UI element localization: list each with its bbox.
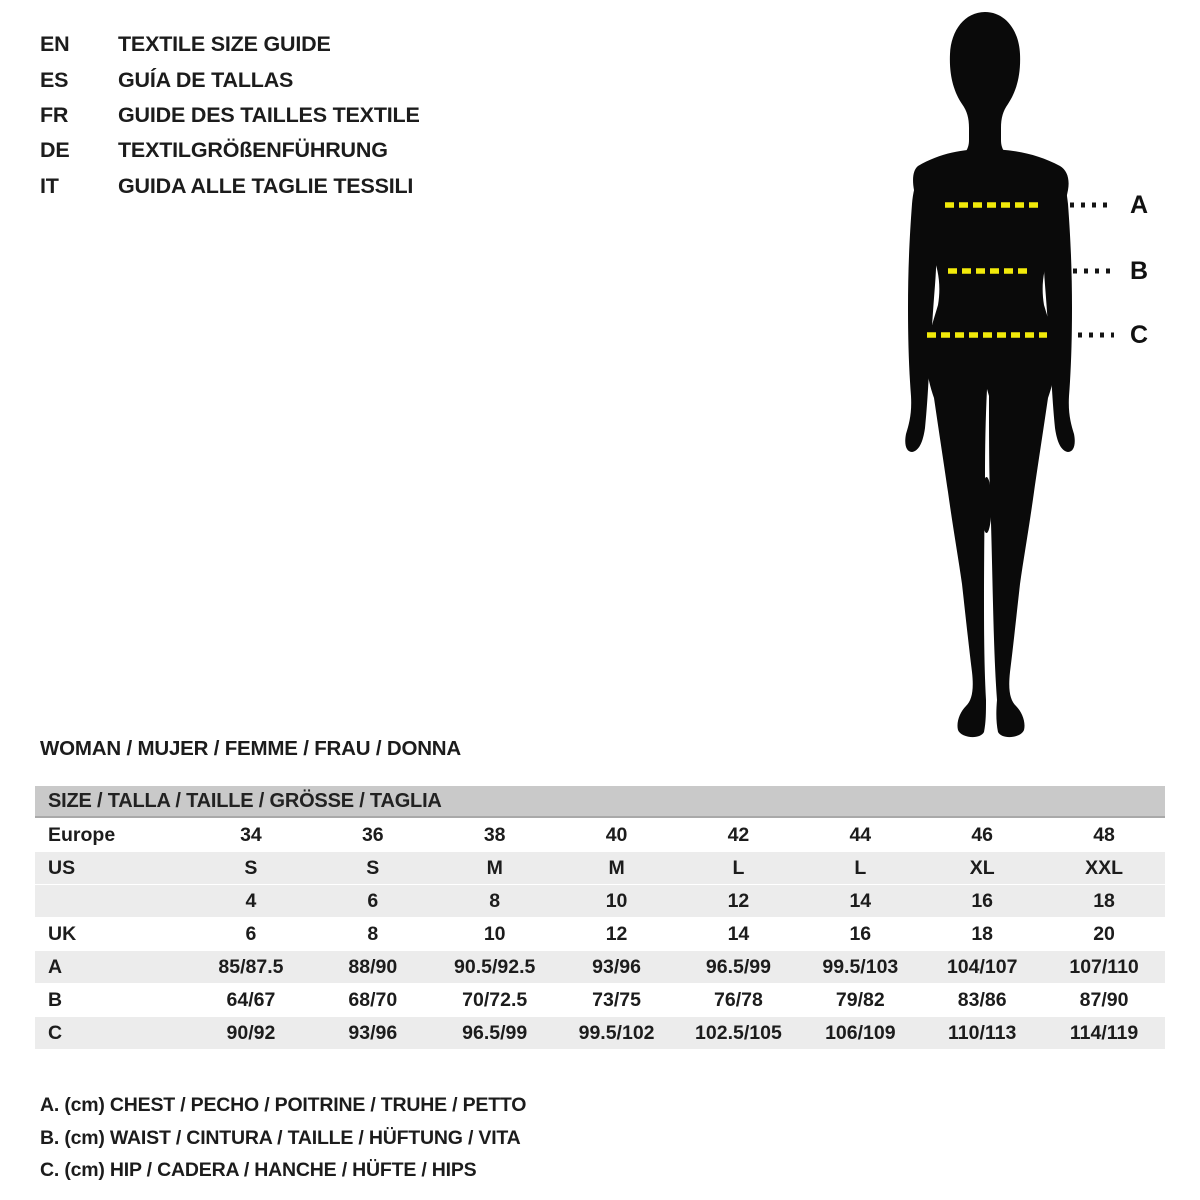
size-cell: 18 (1093, 890, 1115, 912)
size-cell: 6 (367, 890, 379, 912)
size-cell: 40 (605, 824, 628, 846)
language-guide (40, 27, 420, 204)
language-code: IT (40, 173, 59, 198)
table-row (35, 951, 1165, 983)
size-cell: S (244, 857, 258, 879)
size-cell: 76/78 (714, 989, 763, 1011)
size-cell: 34 (240, 824, 262, 846)
language-row (40, 169, 420, 204)
section-title: WOMAN / MUJER / FEMME / FRAU / DONNA (40, 737, 462, 760)
size-cell: M (608, 857, 625, 879)
size-cell: 18 (971, 923, 994, 945)
silhouette-knee-patch (982, 477, 992, 533)
size-cell: 102.5/105 (695, 1022, 782, 1044)
size-cell: 46 (971, 824, 994, 846)
size-cell: 79/82 (835, 989, 885, 1011)
legend-line: C. (cm) HIP / CADERA / HANCHE / HÜFTE / HIPS (40, 1159, 477, 1181)
size-cell: 8 (489, 890, 501, 912)
legend-line: B. (cm) WAIST / CINTURA / TAILLE / HÜFTUNG / VITA (40, 1126, 521, 1149)
size-cell: L (854, 857, 867, 879)
size-cell: 14 (849, 890, 872, 912)
size-cell: 88/90 (348, 956, 398, 978)
size-cell: 93/96 (592, 956, 641, 978)
size-cell: 64/67 (226, 989, 276, 1011)
size-cell: 14 (727, 923, 750, 945)
size-cell: 93/96 (348, 1022, 398, 1044)
language-code: DE (40, 138, 70, 163)
size-cell: 110/113 (948, 1022, 1017, 1044)
size-cell: M (486, 857, 503, 879)
table-row (35, 1017, 1165, 1049)
size-cell: 38 (483, 824, 506, 846)
language-row (40, 133, 420, 168)
size-cell: 44 (849, 824, 872, 846)
row-label: UK (48, 923, 77, 945)
size-cell: 114/119 (1069, 1022, 1139, 1044)
language-row (40, 27, 420, 62)
language-code: FR (40, 102, 69, 127)
size-cell: 96.5/99 (705, 956, 771, 978)
size-table-body (35, 819, 1165, 1049)
size-cell: 99.5/102 (578, 1022, 655, 1044)
size-cell: 12 (727, 890, 750, 912)
size-cell: 36 (361, 824, 384, 846)
size-cell: 70/72.5 (462, 989, 528, 1011)
size-cell: 68/70 (348, 989, 398, 1011)
row-label: A (48, 956, 63, 978)
size-cell: 87/90 (1079, 989, 1129, 1011)
size-cell: L (732, 857, 745, 879)
table-row (35, 819, 1165, 851)
size-cell: XL (969, 857, 995, 879)
silhouette-head (950, 12, 1020, 160)
size-cell: 42 (727, 824, 750, 846)
row-label: Europe (48, 824, 116, 846)
size-cell: 90/92 (226, 1022, 276, 1044)
size-cell: 10 (605, 890, 628, 912)
size-cell: 83/86 (957, 989, 1007, 1011)
legend-line: A. (cm) CHEST / PECHO / POITRINE / TRUHE / PETTO (40, 1094, 527, 1116)
table-row (35, 984, 1165, 1016)
language-code: EN (40, 32, 70, 57)
size-cell: 104/107 (946, 956, 1018, 978)
measurement-legend (40, 1089, 526, 1187)
language-title: GUIDA ALLE TAGLIE TESSILI (118, 173, 414, 198)
measure-label-c: C (1130, 321, 1149, 349)
size-cell: 12 (605, 923, 628, 945)
size-cell: XXL (1085, 857, 1124, 879)
language-row (40, 62, 420, 97)
size-cell: 4 (245, 890, 257, 912)
size-cell: 8 (367, 923, 379, 945)
size-cell: 73/75 (592, 989, 641, 1011)
size-cell: 106/109 (825, 1022, 896, 1044)
row-label: B (48, 989, 63, 1011)
size-cell: 48 (1093, 824, 1115, 846)
woman-silhouette (850, 0, 1200, 750)
size-cell: S (366, 857, 380, 879)
size-cell: 99.5/103 (822, 956, 899, 978)
language-code: ES (40, 67, 69, 92)
language-title: TEXTILE SIZE GUIDE (118, 32, 331, 57)
measure-label-b: B (1130, 257, 1149, 285)
row-label (35, 885, 190, 917)
size-cell: 96.5/99 (462, 1022, 528, 1044)
size-cell: 85/87.5 (218, 956, 284, 978)
language-row (40, 98, 420, 133)
size-cell: 10 (483, 923, 506, 945)
language-title: TEXTILGRÖßENFÜHRUNG (118, 138, 388, 163)
size-cell: 107/110 (1069, 956, 1139, 978)
measure-label-a: A (1130, 191, 1149, 219)
size-cell: 90.5/92.5 (454, 956, 536, 978)
language-title: GUÍA DE TALLAS (118, 67, 294, 92)
row-label: US (48, 857, 76, 879)
size-table (35, 786, 1165, 1049)
size-table-header: SIZE / TALLA / TAILLE / GRÖSSE / TAGLIA (35, 786, 1165, 818)
language-title: GUIDE DES TAILLES TEXTILE (118, 102, 420, 127)
size-cell: 16 (971, 890, 994, 912)
size-cell: 6 (245, 923, 257, 945)
table-row (35, 852, 1165, 884)
size-cell: 16 (849, 923, 872, 945)
size-cell: 20 (1093, 923, 1115, 945)
table-row (35, 885, 1165, 917)
row-label: C (48, 1022, 63, 1044)
table-row (35, 918, 1165, 950)
